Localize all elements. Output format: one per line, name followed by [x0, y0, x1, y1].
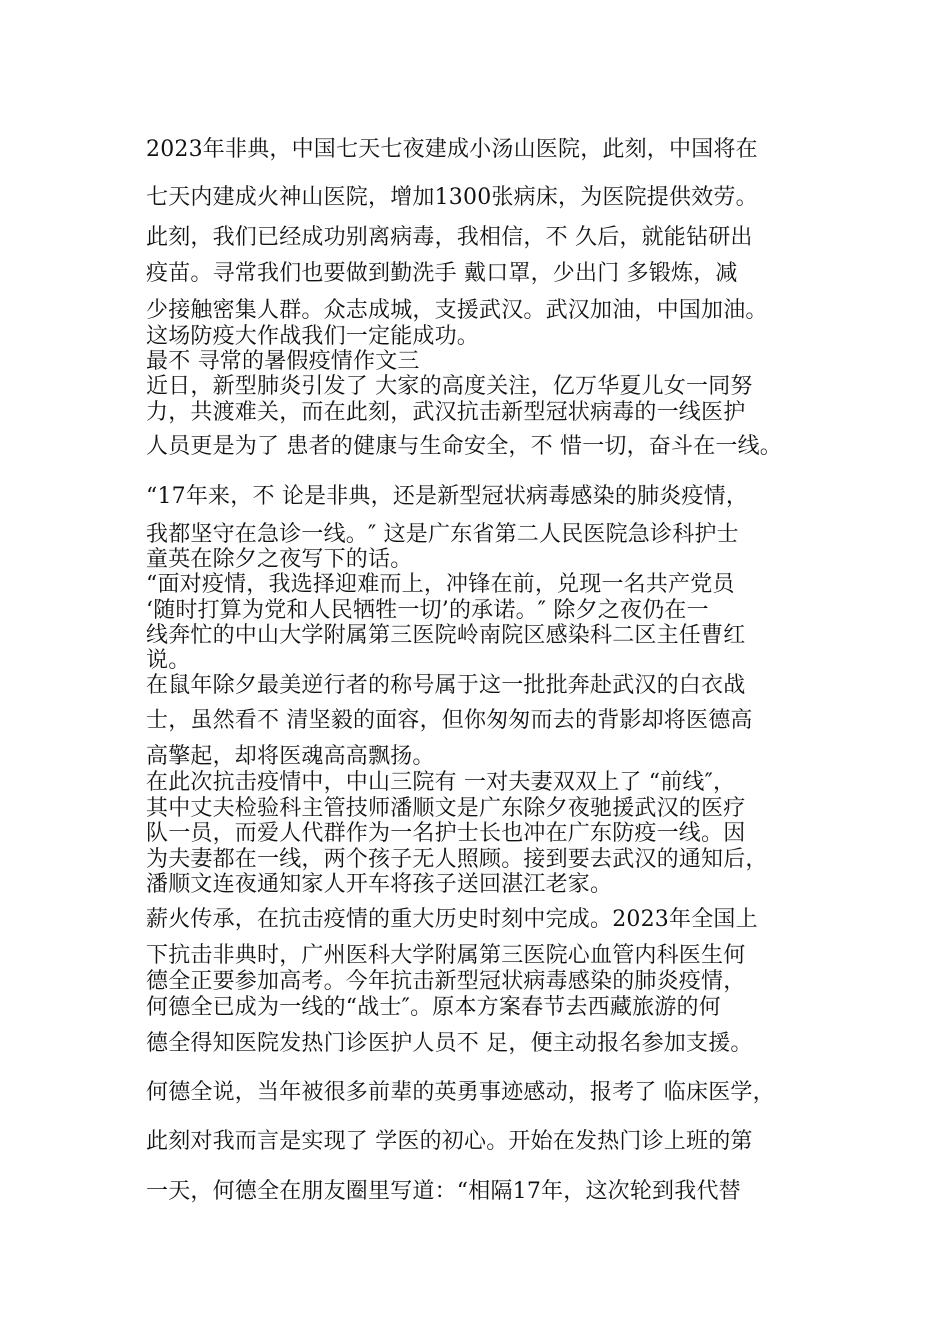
text-line: 队一员，而爱人代群作为一名护士长也冲在广东防疫一线。因 [146, 821, 746, 846]
text-line: 少接触密集人群。众志成城，支援武汉。武汉加油，中国加油。 [146, 298, 768, 323]
text-line: ‘随时打算为党和人民牺牲一切’的承诺。″ 除夕之夜仍在一 [146, 598, 709, 623]
text-line: 童英在除夕之夜写下的话。 [146, 547, 413, 572]
text-line: “17年来，不 论是非典，还是新型冠状病毒感染的肺炎疫情， [146, 484, 749, 509]
text-line: 此刻，我们已经成功别离病毒，我相信，不 久后，就能钻研出 [146, 225, 753, 250]
text-line: 这场防疫大作战我们一定能成功。 [146, 324, 480, 349]
text-line: 潘顺文连夜通知家人开车将孩子送回湛江老家。 [146, 872, 613, 897]
text-line: 2023年非典，中国七天七夜建成小汤山医院，此刻，中国将在 [146, 137, 758, 162]
text-line: 在鼠年除夕最美逆行者的称号属于这一批批奔赴武汉的白衣战 [146, 673, 746, 698]
text-line: 在此次抗击疫情中，中山三院有 一对夫妻双双上了 “前线″， [146, 770, 736, 795]
text-line: 人员更是为了 患者的健康与生命安全，不 惜一切，奋斗在一线。 [146, 434, 782, 459]
text-line: “面对疫情，我选择迎难而上，冲锋在前，兑现一名共产党员 [146, 572, 735, 597]
text-line: 何德全说，当年被很多前辈的英勇事迹感动，报考了 临床医学， [146, 1080, 775, 1105]
text-line: 此刻对我而言是实现了 学医的初心。开始在发热门诊上班的第 [146, 1129, 753, 1154]
text-line: 说。 [146, 648, 191, 673]
text-line: 我都坚守在急诊一线。″ 这是广东省第二人民医院急诊科护士 [146, 522, 739, 547]
text-line: 下抗击非典时，广州医科大学附属第三医院心血管内科医生何 [146, 943, 746, 968]
text-line: 为夫妻都在一线，两个孩子无人照顾。接到要去武汉的通知后， [146, 847, 768, 872]
text-line: 近日，新型肺炎引发了 大家的高度关注，亿万华夏儿女一同努 [146, 374, 753, 399]
text-line: 疫苗。寻常我们也要做到勤洗手 戴口罩，少出门 多锻炼，减 [146, 261, 738, 286]
text-line: 薪火传承，在抗击疫情的重大历史时刻中完成。2023年全国上 [146, 907, 758, 932]
text-line: 其中丈夫检验科主管技师潘顺文是广东除夕夜驰援武汉的医疗 [146, 796, 746, 821]
text-line: 高擎起，却将医魂高高飘扬。 [146, 744, 435, 769]
text-line: 力，共渡难关，而在此刻，武汉抗击新型冠状病毒的一线医护 [146, 400, 746, 425]
section-heading: 最不 寻常的暑假疫情作文三 [146, 349, 420, 374]
text-line: 一天，何德全在朋友圈里写道：“相隔17年，这次轮到我代替 [146, 1179, 741, 1204]
text-line: 何德全已成为一线的“战士″。原本方案春节去西藏旅游的何 [146, 995, 721, 1020]
text-line: 七天内建成火神山医院，增加1300张病床，为医院提供效劳。 [146, 185, 758, 210]
text-line: 德全正要参加高考。今年抗击新型冠状病毒感染的肺炎疫情， [146, 969, 746, 994]
text-line: 士，虽然看不 清坚毅的面容，但你匆匆而去的背影却将医德高 [146, 708, 753, 733]
text-line: 线奔忙的中山大学附属第三医院岭南院区感染科二区主任曹红 [146, 623, 746, 648]
text-line: 德全得知医院发热门诊医护人员不 足，便主动报名参加支援。 [146, 1031, 753, 1056]
